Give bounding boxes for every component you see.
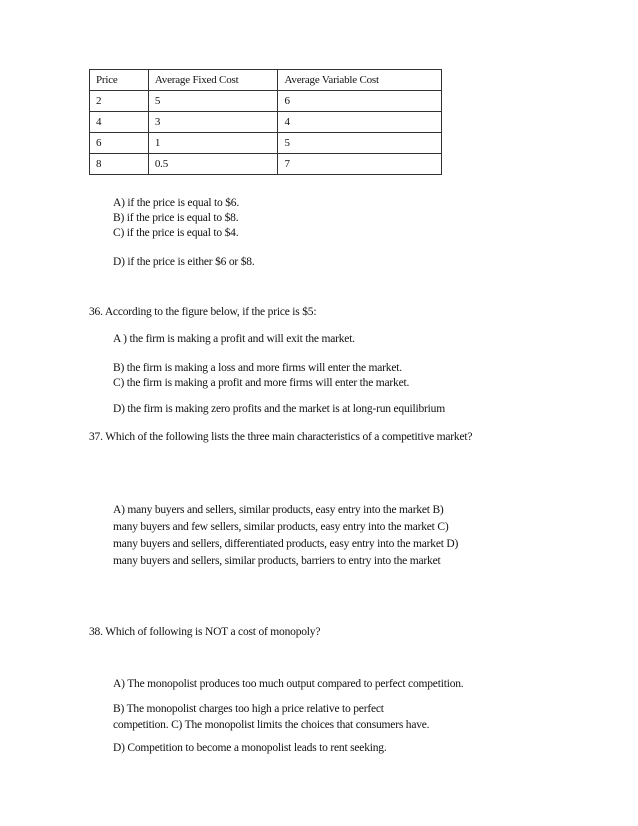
table-cell: 3 — [148, 112, 278, 133]
q38-question: 38. Which of following is NOT a cost of monopoly? — [89, 626, 321, 638]
q38-option-d: D) Competition to become a monopolist leads to rent seeking. — [113, 742, 387, 754]
table-cell: 0.5 — [148, 154, 278, 175]
table-cell: 8 — [90, 154, 149, 175]
q35-option-d: D) if the price is either $6 or $8. — [113, 256, 255, 268]
table-row — [90, 91, 442, 112]
q36-option-d: D) the firm is making zero profits and the market is at long-run equilibrium — [113, 403, 445, 415]
table-cell: 5 — [278, 133, 442, 154]
q36-question: 36. According to the figure below, if the price is $5: — [89, 306, 317, 318]
table-row — [90, 154, 442, 175]
q36-option-a: A ) the firm is making a profit and will exit the market. — [113, 333, 355, 345]
table-cell: 5 — [148, 91, 278, 112]
table-cell: 4 — [278, 112, 442, 133]
table-cell: 1 — [148, 133, 278, 154]
table-cell: 7 — [278, 154, 442, 175]
header-average-variable-cost: Average Variable Cost — [278, 70, 442, 91]
table-cell: 4 — [90, 112, 149, 133]
header-average-fixed-cost: Average Fixed Cost — [148, 70, 278, 91]
table-row — [90, 112, 442, 133]
q35-option-c: C) if the price is equal to $4. — [113, 227, 239, 239]
table-cell: 2 — [90, 91, 149, 112]
q36-option-b: B) the firm is making a loss and more firms will enter the market. — [113, 362, 402, 374]
q37-options-line-1: A) many buyers and sellers, similar products, easy entry into the market B) — [113, 504, 444, 516]
q36-option-c: C) the firm is making a profit and more firms will enter the market. — [113, 377, 410, 389]
q37-question: 37. Which of the following lists the three main characteristics of a competitive market? — [89, 431, 473, 443]
q38-option-bc-line-2: competition. C) The monopolist limits the choices that consumers have. — [113, 719, 430, 731]
q37-options-line-3: many buyers and sellers, differentiated products, easy entry into the market D) — [113, 538, 459, 550]
q38-option-a: A) The monopolist produces too much output compared to perfect competition. — [113, 678, 464, 690]
table-row — [90, 133, 442, 154]
q38-option-bc-line-1: B) The monopolist charges too high a price relative to perfect — [113, 703, 384, 715]
q35-option-b: B) if the price is equal to $8. — [113, 212, 239, 224]
q37-options-line-4: many buyers and sellers, similar products, barriers to entry into the market — [113, 555, 441, 567]
cost-table — [89, 69, 442, 175]
q37-options-line-2: many buyers and few sellers, similar products, easy entry into the market C) — [113, 521, 449, 533]
header-price: Price — [90, 70, 149, 91]
q35-option-a: A) if the price is equal to $6. — [113, 197, 240, 209]
table-cell: 6 — [278, 91, 442, 112]
table-cell: 6 — [90, 133, 149, 154]
table-header-row — [90, 70, 442, 91]
